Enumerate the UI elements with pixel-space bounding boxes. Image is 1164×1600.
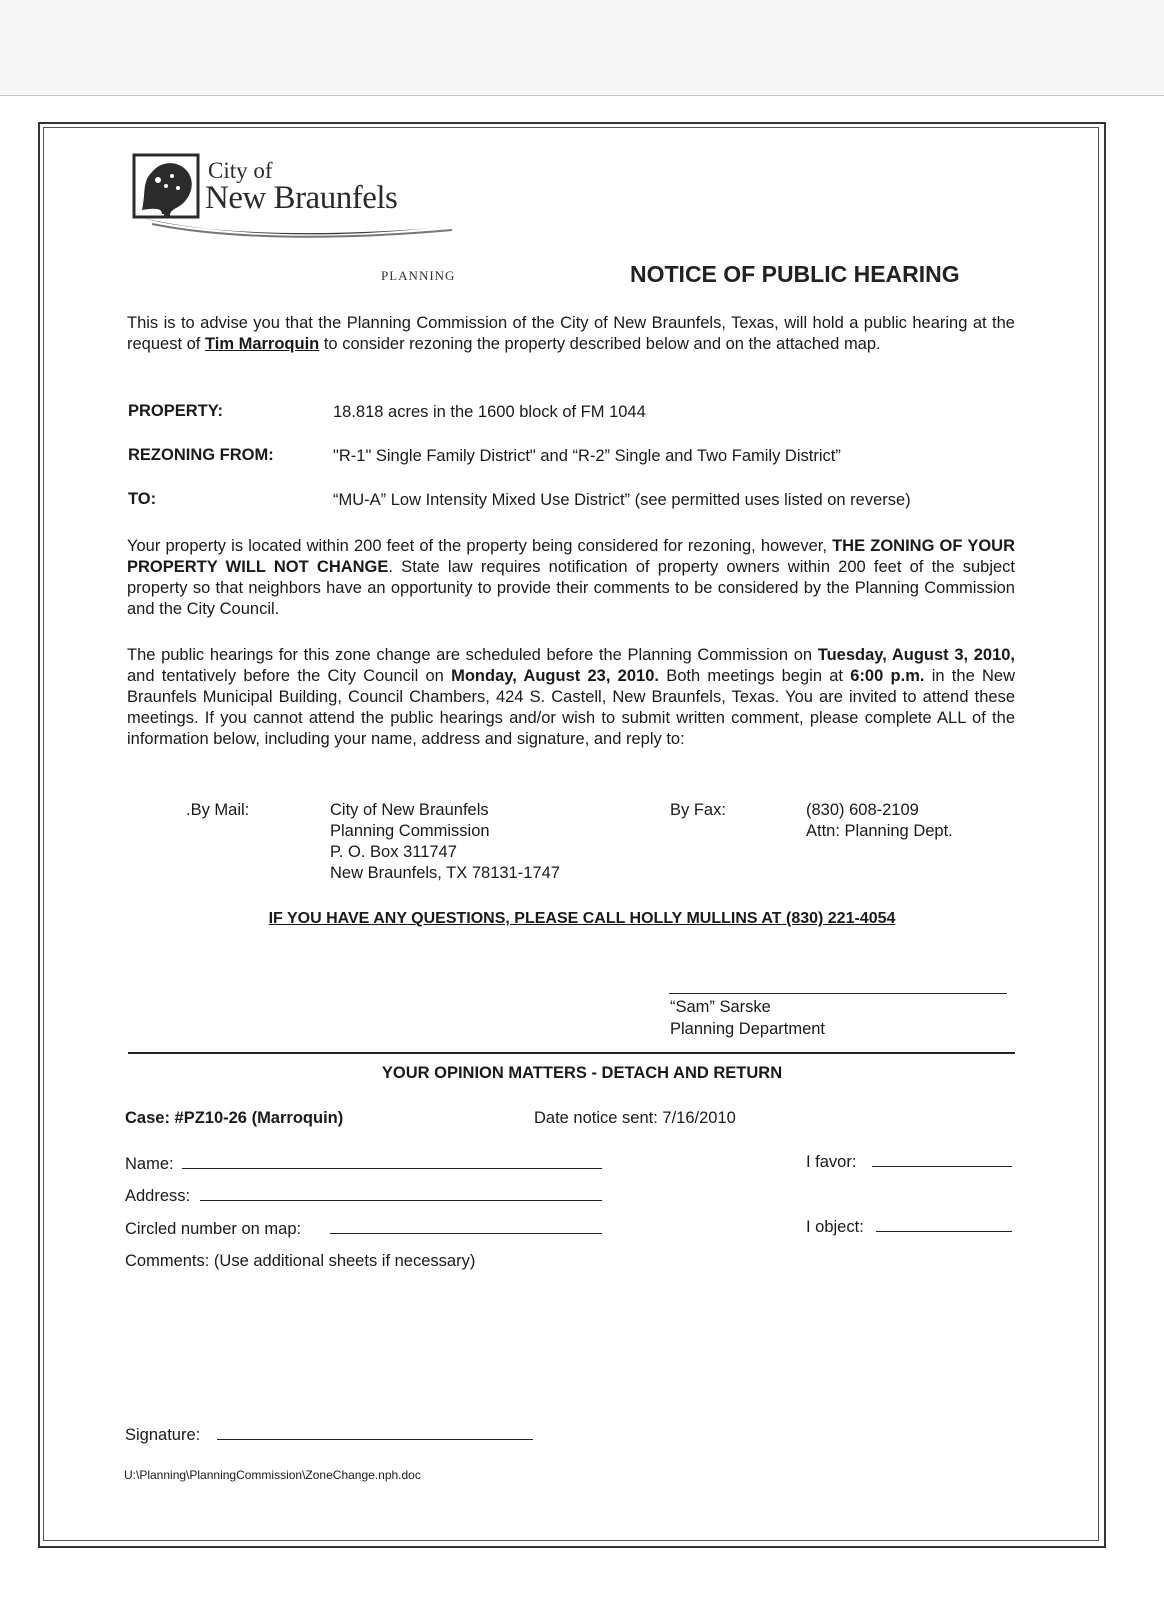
- object-label: I object:: [806, 1218, 864, 1236]
- signatory-name: “Sam” Sarske: [670, 998, 771, 1016]
- mail-line-1: City of New Braunfels: [330, 801, 489, 819]
- questions-notice: IF YOU HAVE ANY QUESTIONS, PLEASE CALL HOLLY MULLINS AT (830) 221-4054: [268, 910, 896, 927]
- name-input-line[interactable]: [182, 1168, 602, 1169]
- scan-top-band: [0, 0, 1164, 96]
- para3-text-1: The public hearings for this zone change are scheduled before the Planning Commission on: [127, 646, 818, 664]
- case-number: Case: #PZ10-26 (Marroquin): [125, 1109, 344, 1127]
- signatory-department: Planning Department: [670, 1020, 826, 1038]
- date-notice-sent: Date notice sent: 7/16/2010: [534, 1109, 736, 1127]
- rezoning-from-value: "R-1" Single Family District" and “R-2” Single and Two Family District”: [333, 447, 841, 465]
- fax-attn: Attn: Planning Dept.: [806, 822, 953, 840]
- name-label: Name:: [125, 1155, 174, 1173]
- circled-number-input-line[interactable]: [330, 1233, 602, 1234]
- para3-text-4: in the New Braunfels Municipal Building, Council Chambers, 424 S. Castell, New Braunfels, Texas. You are invited to attend these meetings. If you cannot attend the public hearings and/or wish to submit written comment, please complete ALL of the information below, including your name, address and signature, and reply to:: [127, 667, 1016, 748]
- meeting-time: 6:00 p.m.: [850, 667, 925, 685]
- favor-input-line[interactable]: [872, 1166, 1012, 1167]
- logo-city-name: New Braunfels: [205, 180, 398, 216]
- zoning-not-change-text: THE ZONING OF YOUR PROPERTY WILL NOT CHANGE: [127, 537, 1015, 576]
- fax-label: By Fax:: [670, 801, 726, 819]
- logo-city-of: City of: [208, 158, 273, 183]
- commission-date: Tuesday, August 3, 2010,: [817, 646, 1016, 664]
- city-logo: [132, 152, 472, 244]
- property-value: 18.818 acres in the 1600 block of FM 1044: [333, 403, 646, 421]
- intro-text-end: to consider rezoning the property described below and on the attached map.: [319, 335, 881, 353]
- detach-divider: [128, 1052, 1015, 1054]
- favor-label: I favor:: [806, 1153, 857, 1171]
- intro-paragraph: [127, 313, 1015, 355]
- hearing-schedule-paragraph: [127, 645, 1015, 750]
- signatory-line: [669, 993, 1007, 994]
- signature-input-line[interactable]: [217, 1439, 533, 1440]
- rezoning-to-value: “MU-A” Low Intensity Mixed Use District” (see permitted uses listed on reverse): [333, 491, 911, 509]
- signature-label: Signature:: [125, 1426, 201, 1444]
- para3-text-2: and tentatively before the City Council on: [127, 667, 452, 685]
- fax-number: (830) 608-2109: [806, 801, 919, 819]
- para2-text-end: . State law requires notification of property owners within 200 feet of the subject property so that neighbors have an opportunity to provide their comments to be considered by the Planning Commission and the City Council.: [127, 558, 1015, 618]
- applicant-name: Tim Marroquin: [204, 335, 320, 353]
- property-label: PROPERTY:: [128, 402, 224, 420]
- file-path: U:\Planning\PlanningCommission\ZoneChange.nph.doc: [124, 1468, 421, 1482]
- form-heading: YOUR OPINION MATTERS - DETACH AND RETURN: [381, 1064, 783, 1082]
- mail-line-2: Planning Commission: [330, 822, 490, 840]
- rezoning-from-label: REZONING FROM:: [128, 446, 274, 464]
- mail-line-4: New Braunfels, TX 78131-1747: [330, 864, 560, 882]
- para3-text-3: Both meetings begin at: [658, 667, 851, 685]
- river-swoosh-icon: [132, 214, 472, 244]
- rezoning-to-label: TO:: [128, 490, 157, 508]
- intro-text-start: This is to advise you that the Planning Commission of the City of New Braunfels, Texas, will hold a public hearing at the request of: [127, 314, 1015, 353]
- comments-label: Comments: (Use additional sheets if necessary): [125, 1252, 476, 1270]
- mail-label: .By Mail:: [186, 801, 250, 819]
- object-input-line[interactable]: [876, 1231, 1012, 1232]
- para2-text-start: Your property is located within 200 feet of the property being considered for rezoning, however,: [127, 537, 833, 555]
- page-title: NOTICE OF PUBLIC HEARING: [630, 261, 960, 287]
- tree-icon: [132, 152, 202, 222]
- council-date: Monday, August 23, 2010.: [451, 667, 659, 685]
- department-label: PLANNING: [381, 268, 456, 283]
- mail-line-3: P. O. Box 311747: [330, 843, 457, 861]
- circled-number-label: Circled number on map:: [125, 1220, 302, 1238]
- address-input-line[interactable]: [200, 1200, 602, 1201]
- zoning-notice-paragraph: [127, 536, 1015, 620]
- address-label: Address:: [125, 1187, 191, 1205]
